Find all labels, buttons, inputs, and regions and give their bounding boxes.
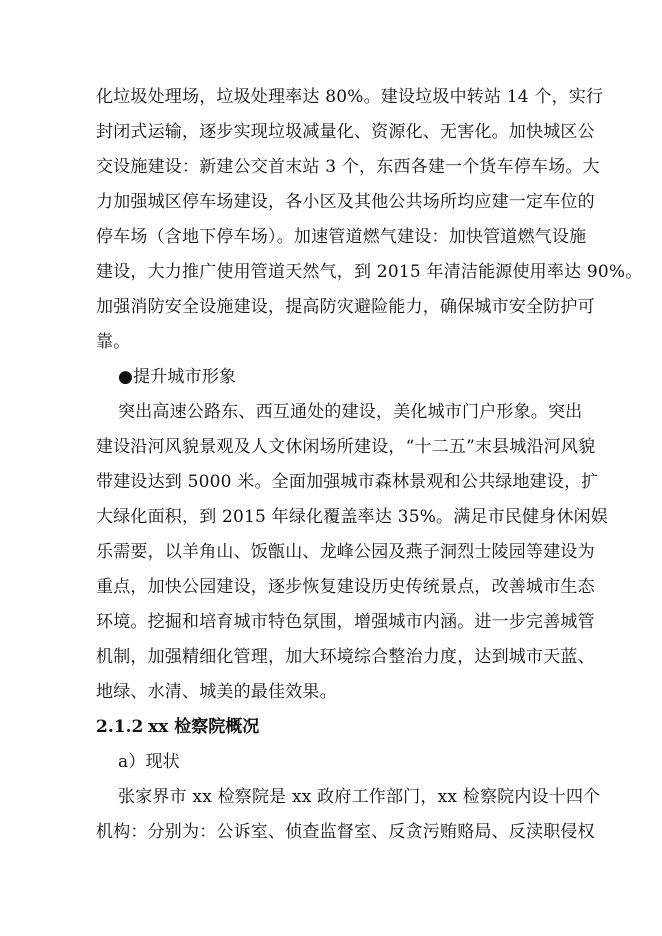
body-line: 化垃圾处理场，垃圾处理率达 80%。建设垃圾中转站 14 个，实行 (96, 87, 604, 107)
body-line: 乐需要，以羊角山、饭甑山、龙峰公园及燕子洞烈士陵园等建设为 (96, 542, 595, 562)
body-line: 机构：分别为：公诉室、侦查监督室、反贪污贿赂局、反渎职侵权 (96, 822, 595, 842)
body-line: 建设沿河风貌景观及人文休闲场所建设，“十二五”末县城沿河风貌 (96, 437, 596, 457)
body-line: 建设，大力推广使用管道天然气，到 2015 年清洁能源使用率达 90%。 (96, 262, 643, 282)
body-line: 封闭式运输，逐步实现垃圾减量化、资源化、无害化。加快城区公 (96, 122, 595, 142)
section-heading (96, 717, 259, 737)
subheading: a）现状 (118, 752, 180, 772)
body-line: 重点，加快公园建设，逐步恢复建设历史传统景点，改善城市生态 (96, 577, 595, 597)
body-line: 带建设达到 5000 米。全面加强城市森林景观和公共绿地建设，扩 (96, 472, 599, 492)
body-line: 靠。 (96, 332, 131, 352)
body-line: 加强消防安全设施建设，提高防灾避险能力，确保城市安全防护可 (96, 297, 595, 317)
body-line: 张家界市 xx 检察院是 xx 政府工作部门，xx 检察院内设十四个 (118, 787, 601, 807)
section-title: xx 检察院概况 (148, 717, 260, 737)
body-line: 机制，加强精细化管理，加大环境综合整治力度，达到城市天蓝、 (96, 647, 595, 667)
body-line: 地绿、水清、城美的最佳效果。 (96, 682, 337, 702)
body-line: 交设施建设：新建公交首末站 3 个，东西各建一个货车停车场。大 (96, 157, 600, 177)
body-line: 大绿化面积，到 2015 年绿化覆盖率达 35%。满足市民健身休闲娱 (96, 507, 609, 527)
body-line: 环境。挖掘和培育城市特色氛围，增强城市内涵。进一步完善城管 (96, 612, 595, 632)
bullet-heading: ●提升城市形象 (118, 367, 237, 387)
section-number: 2.1.2 (96, 717, 144, 737)
body-line: 力加强城区停车场建设，各小区及其他公共场所均应建一定车位的 (96, 192, 595, 212)
body-line: 停车场（含地下停车场）。加速管道燃气建设：加快管道燃气设施 (96, 227, 587, 247)
body-line: 突出高速公路东、西互通处的建设，美化城市门户形象。突出 (118, 402, 583, 422)
